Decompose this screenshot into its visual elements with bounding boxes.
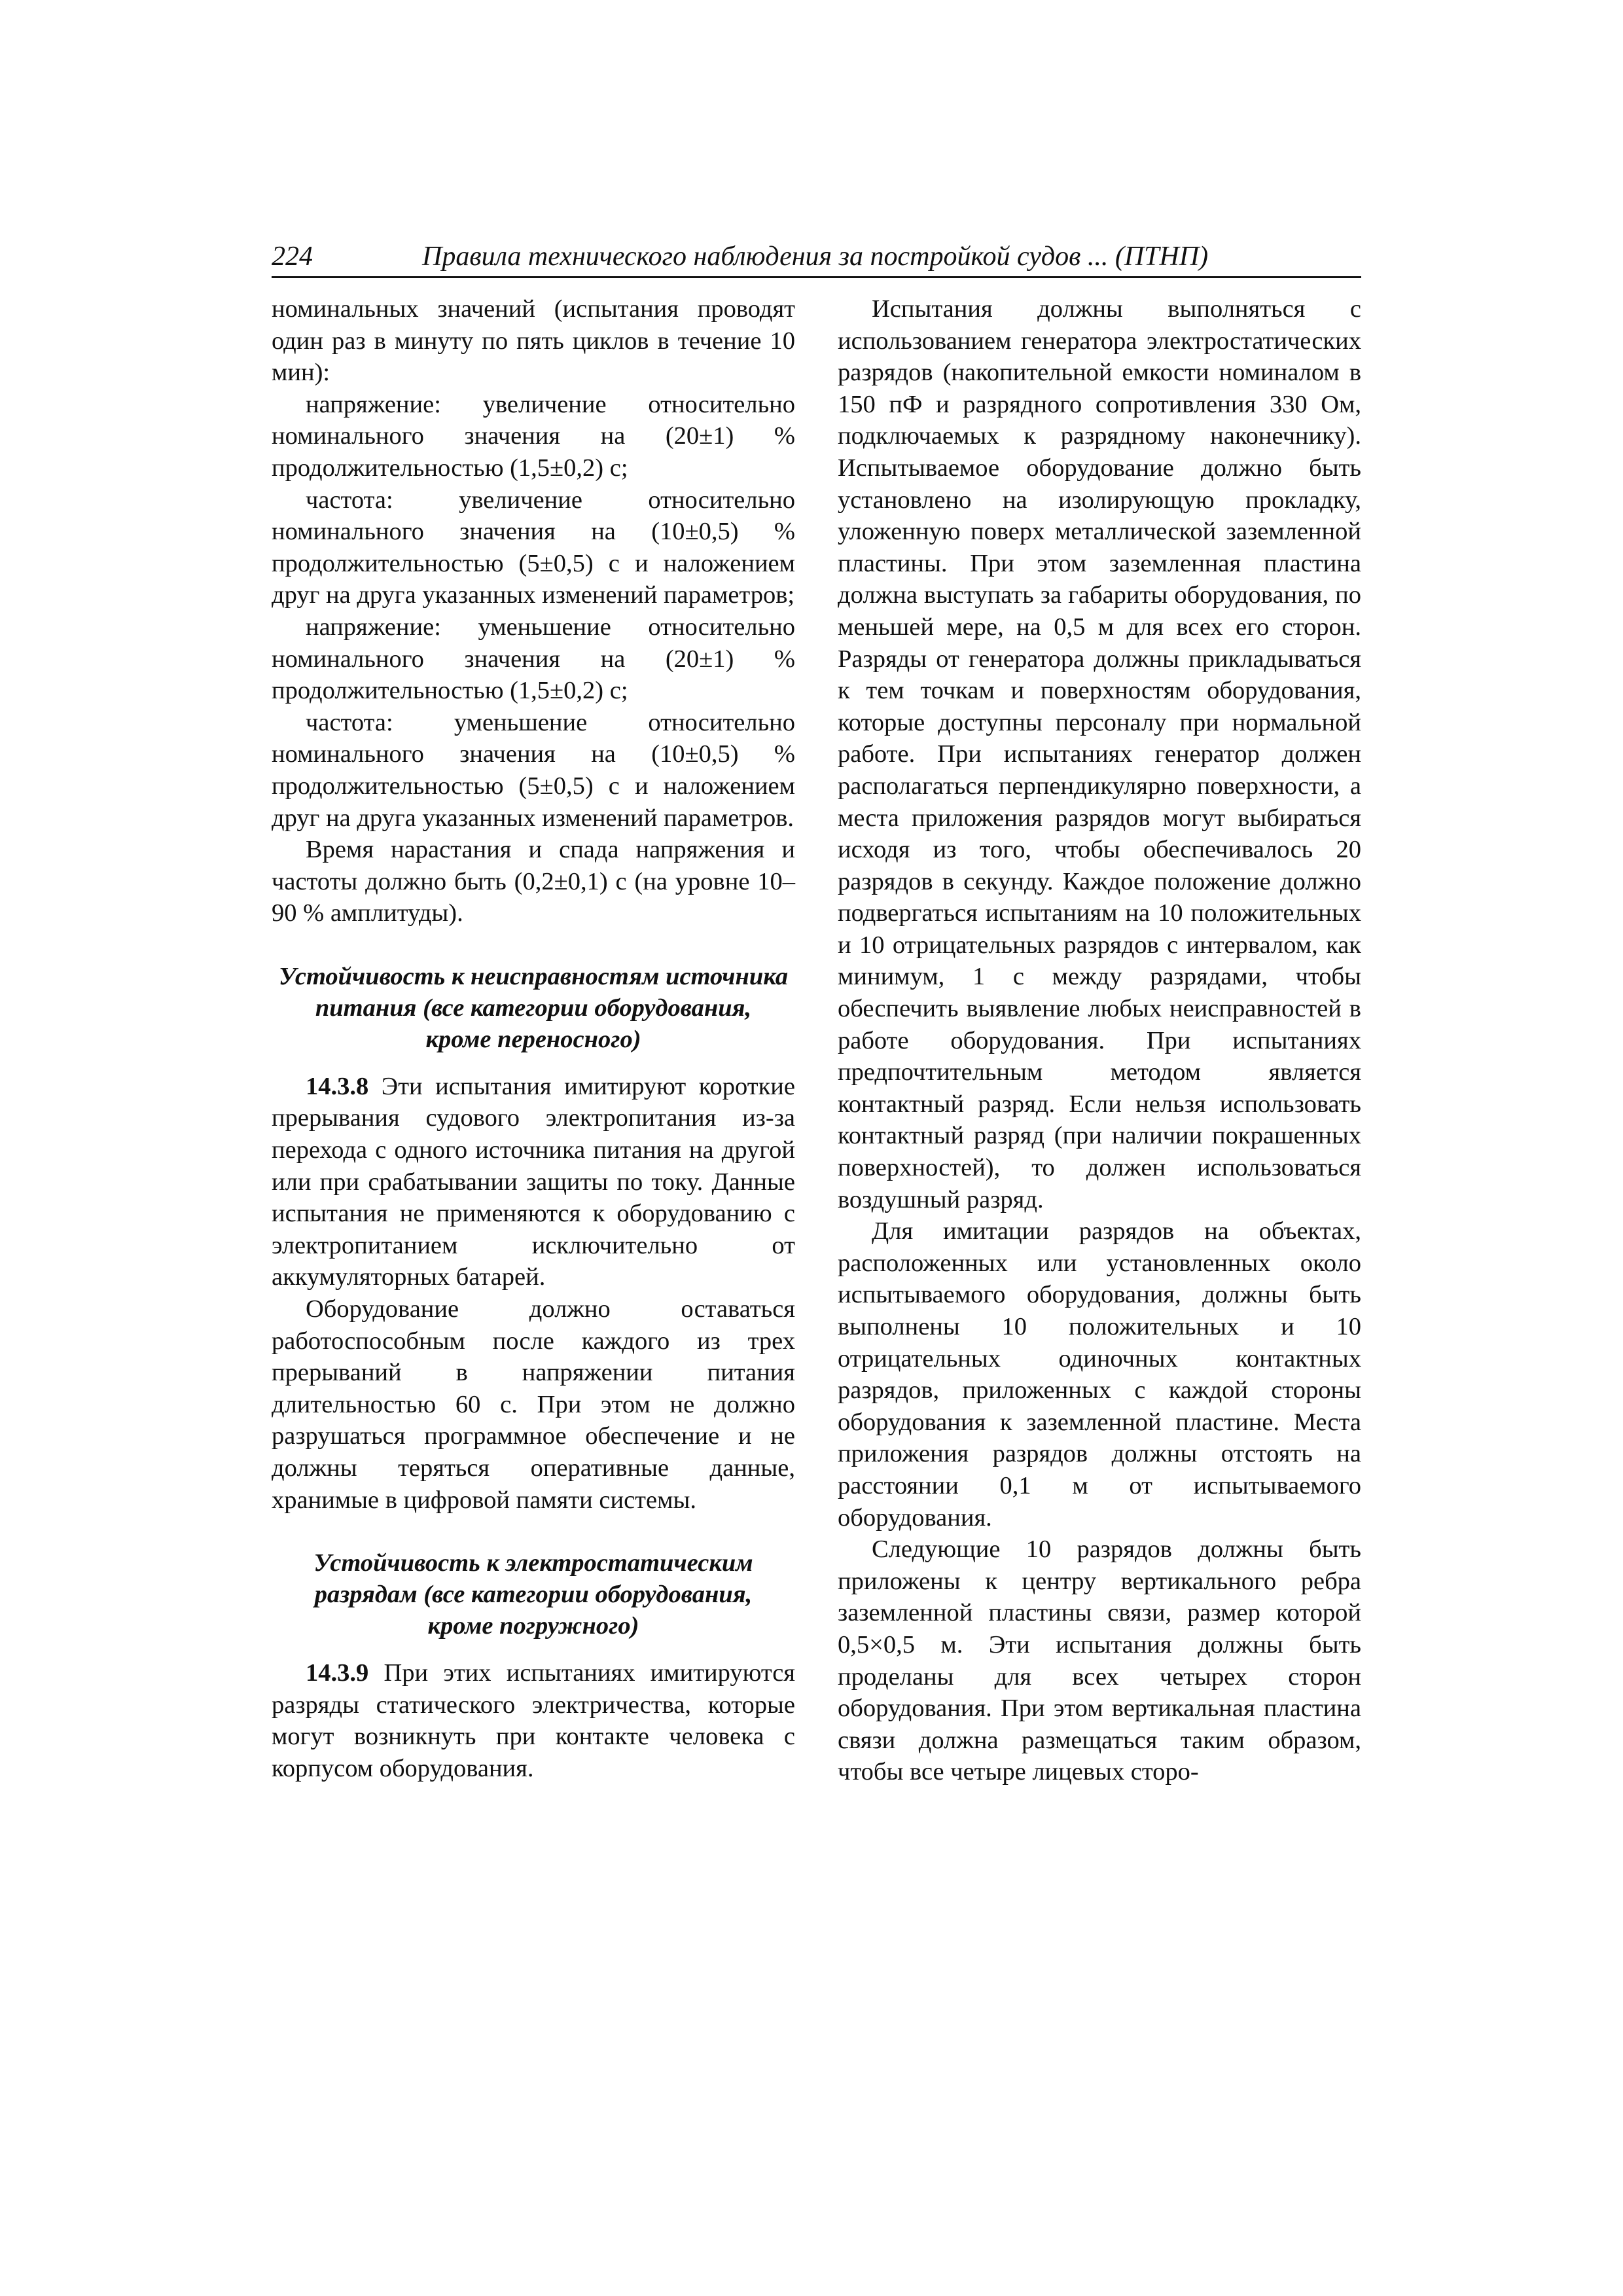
paragraph: Следующие 10 разрядов должны быть приложены к центру вертикального ребра заземленной пластины связи, размер которой 0,5×0,5 м. Эти испытания должны быть проделаны для всех четырех сторон оборудования. При этом вертикальная пластина связи должна размещаться таким образом, чтобы все четыре лицевых сторо- <box>838 1535 1361 1786</box>
clause-14-3-9 <box>272 1657 795 1784</box>
section-heading <box>272 961 795 1055</box>
section-heading <box>272 1547 795 1641</box>
right-column <box>838 293 1361 1788</box>
page-number: 224 <box>272 242 313 272</box>
paragraph: Для имитации разрядов на объектах, расположенных или установленных около испытываемого оборудования, должны быть выполнены 10 положительных и 10 отрицательных одиночных контактных разрядов, приложенных с каждой стороны оборудования к заземленной пластине. Места приложения разрядов должны отстоять на расстоянии 0,1 м от испытываемого оборудования. <box>838 1217 1361 1532</box>
paragraph: Время нарастания и спада напряжения и частоты должно быть (0,2±0,1) с (на уровне 10–90 % амплитуды). <box>272 836 795 927</box>
clause-number: 14.3.9 <box>306 1659 369 1687</box>
clause-text: Эти испытания имитируют короткие прерывания судового электропитания из-за перехода с одного источника питания на другой или при срабатывании защиты по току. Данные испытания не применяются к оборудованию с электропитанием исключительно от аккумуляторных батарей. <box>272 1072 796 1291</box>
paragraph: частота: увеличение относительно номинального значения на (10±0,5) % продолжительностью (5±0,5) с и наложением друг на друга указанных изменений параметров; <box>272 486 795 609</box>
paragraph: номинальных значений (испытания проводят один раз в минуту по пять циклов в течение 10 мин): <box>272 295 795 387</box>
paragraph: частота: уменьшение относительно номинального значения на (10±0,5) % продолжительностью (5±0,5) с и наложением друг на друга указанных изменений параметров. <box>272 708 795 832</box>
clause-text: При этих испытаниях имитируются разряды статического электричества, которые могут возникнуть при контакте человека с корпусом оборудования. <box>272 1659 795 1782</box>
section-heading-line: кроме переносного) <box>425 1025 641 1053</box>
section-heading-line: разрядам (все категории оборудования, <box>314 1581 753 1609</box>
clause-number: 14.3.8 <box>306 1072 369 1100</box>
paragraph: напряжение: уменьшение относительно номинального значения на (20±1) % продолжительностью (1,5±0,2) с; <box>272 613 795 705</box>
section-heading-line: Устойчивость к неисправностям источника <box>278 962 789 990</box>
running-title: Правила технического наблюдения за постройкой судов ... (ПТНП) <box>422 242 1209 272</box>
paragraph: напряжение: увеличение относительно номинального значения на (20±1) % продолжительностью (1,5±0,2) с; <box>272 390 795 482</box>
paragraph: Оборудование должно оставаться работоспособным после каждого из трех прерываний в напряжении питания длительностью 60 с. При этом не должно разрушаться программное обеспечение и не должны теряться оперативные данные, хранимые в цифровой памяти системы. <box>272 1295 795 1514</box>
running-header <box>272 237 1361 278</box>
section-heading-line: кроме погружного) <box>427 1612 639 1640</box>
clause-14-3-8 <box>272 1071 795 1293</box>
paragraph: Испытания должны выполняться с использованием генератора электростатических разрядов (накопительной емкости номиналом в 150 пФ и разрядного сопротивления 330 Ом, подключаемых к разрядному наконечнику). Испытываемое оборудование должно быть установлено на изолирующую прокладку, уложенную поверх металлической заземленной пластины. При этом заземленная пластина должна выступать за габариты оборудования, по меньшей мере, на 0,5 м для всех его сторон. Разряды от генератора должны прикладываться к тем точкам и поверхностям оборудования, которые доступны персоналу при нормальной работе. При испытаниях генератор должен располагаться перпендикулярно поверхности, а места приложения разрядов могут выбираться исходя из того, чтобы обеспечивалось 20 разрядов в секунду. Каждое положение должно подвергаться испытаниям на 10 положительных и 10 отрицательных разрядов с интервалом, как минимум, 1 с между разрядами, чтобы обеспечить выявление любых неисправностей в работе оборудования. При испытаниях предпочтительным методом является контактный разряд. Если нельзя использовать контактный разряд (при наличии покрашенных поверхностей), то должен использоваться воздушный разряд. <box>838 295 1361 1213</box>
left-column <box>272 293 795 1785</box>
section-heading-line: питания (все категории оборудования, <box>315 994 752 1022</box>
section-heading-line: Устойчивость к электростатическим <box>313 1549 753 1577</box>
